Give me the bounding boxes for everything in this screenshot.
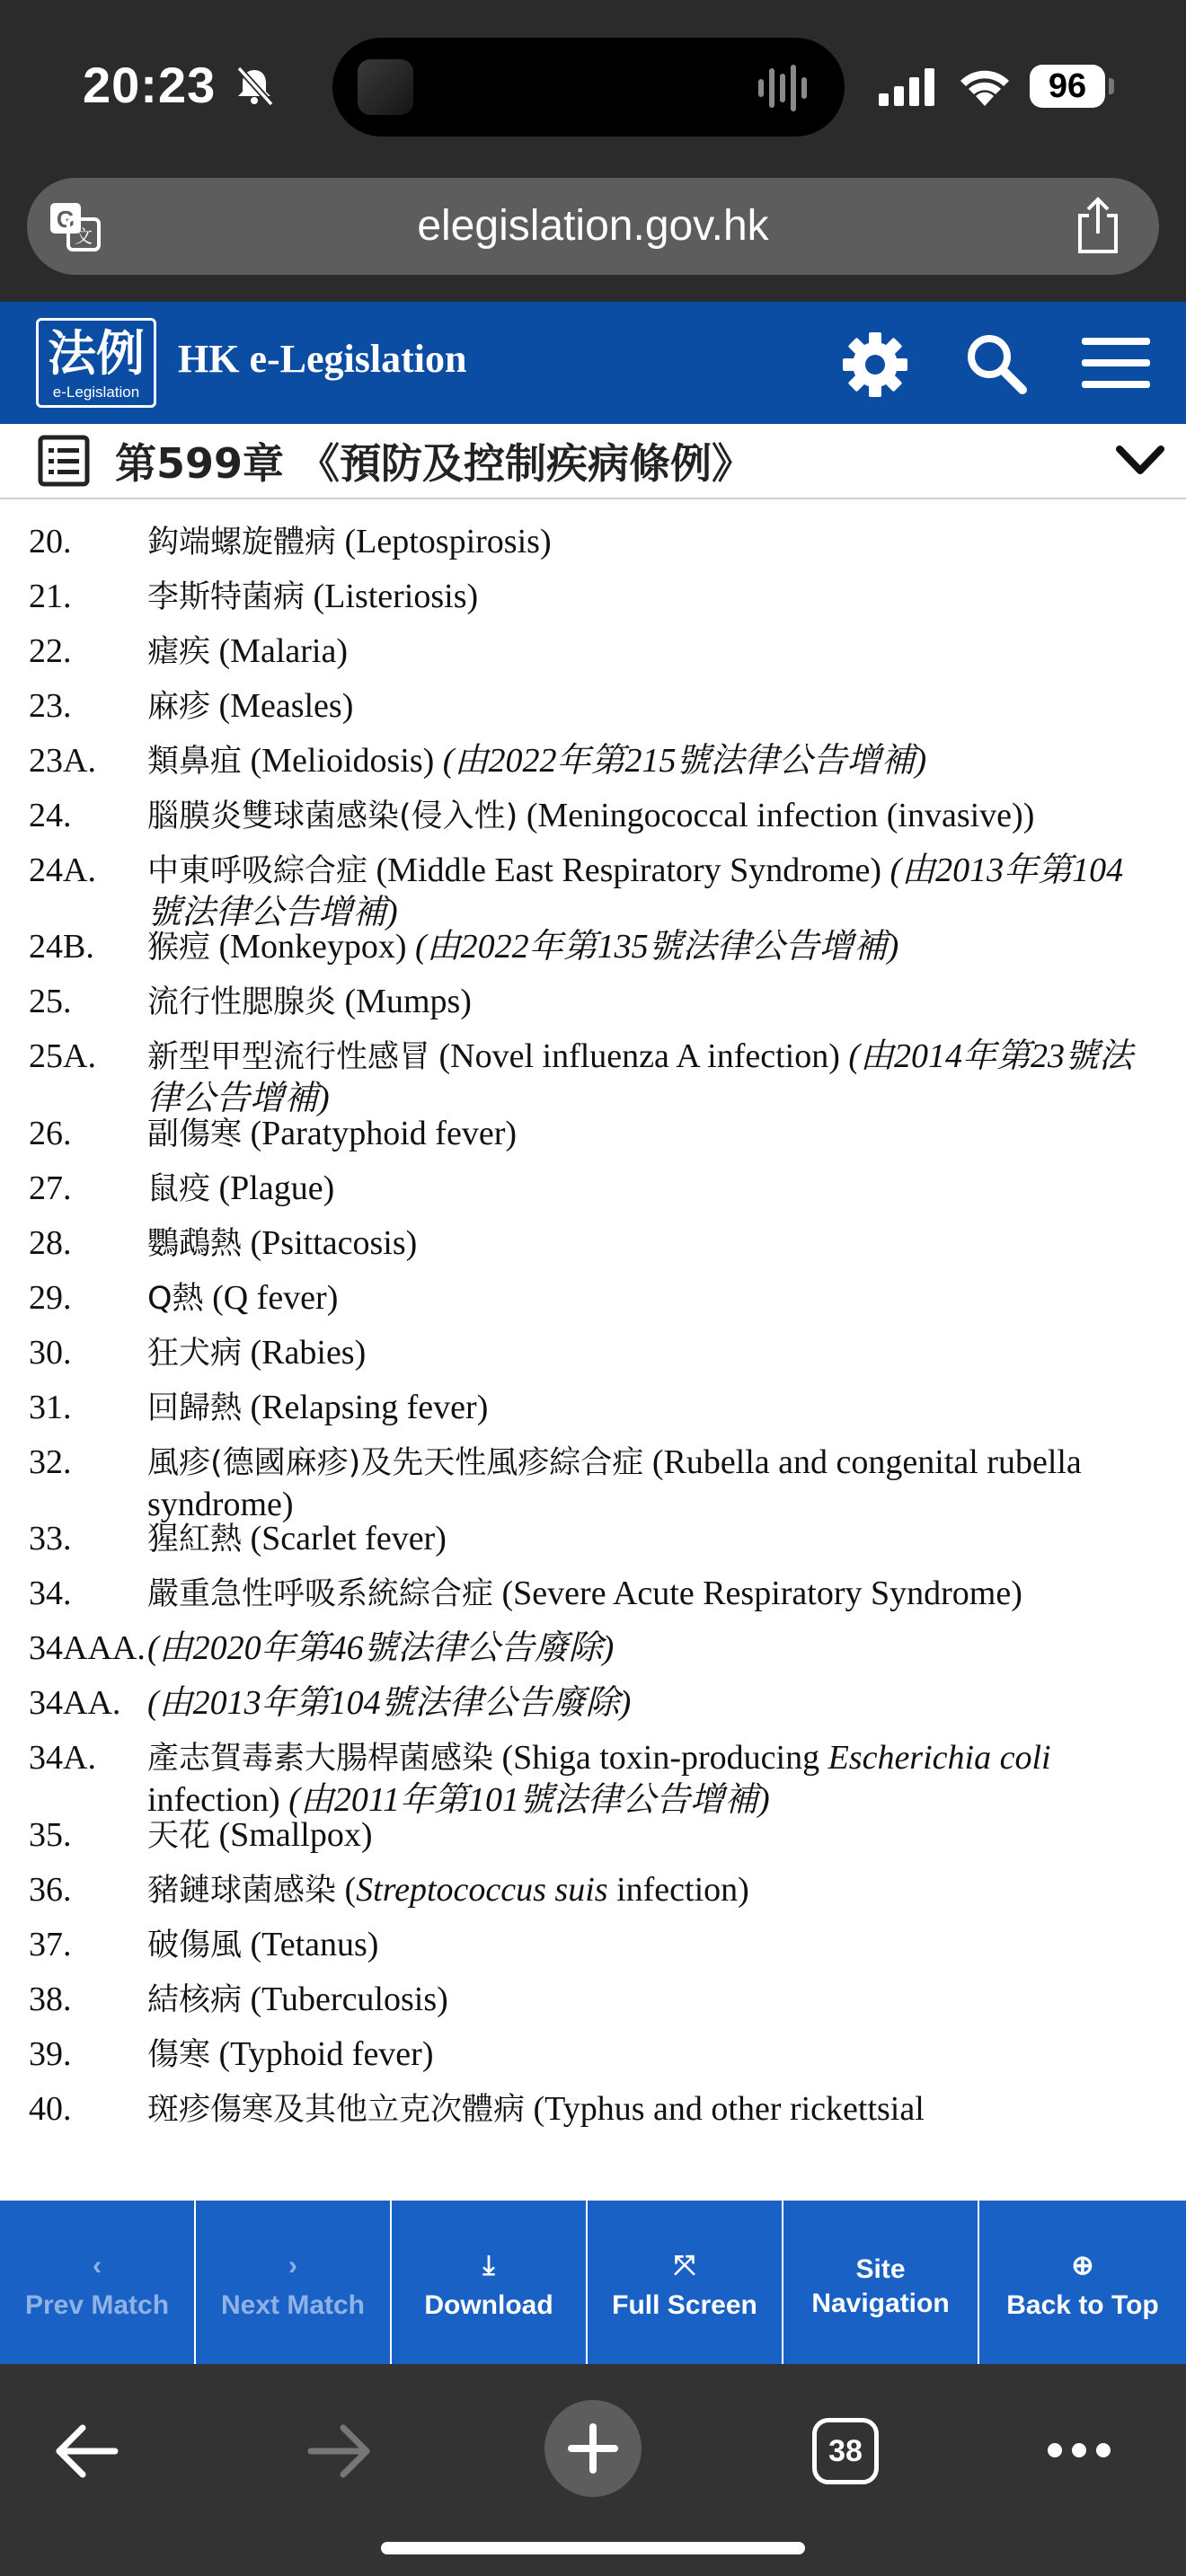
entry-text: [147, 1332, 1137, 1374]
entry-text: [147, 1387, 1137, 1429]
tabs-button[interactable]: 38: [812, 2418, 879, 2484]
entry-english-name: (Rabies): [242, 1334, 367, 1372]
entry-text: [147, 1113, 1137, 1155]
entry-number: 23.: [29, 687, 72, 725]
entry-chinese-name: 天花: [147, 1818, 211, 1854]
legislation-content: [0, 499, 1186, 2201]
battery-level: 96: [1030, 65, 1105, 108]
entry-text: [147, 981, 1137, 1023]
entry-chinese-name: 傷寒: [147, 2037, 211, 2073]
entry-text: [147, 1628, 1137, 1669]
entry-number: 30.: [29, 1334, 72, 1372]
entry-english-name: (Typhus and other rickettsial: [525, 2090, 925, 2128]
entry-number: 35.: [29, 1816, 72, 1854]
plus-icon: [544, 2400, 642, 2497]
entry-english-name: (Smallpox): [210, 1816, 373, 1854]
entry-text: [147, 1924, 1137, 1966]
entry-species-name: Streptococcus suis: [356, 1871, 608, 1909]
site-navigation-line2: Navigation: [811, 2289, 950, 2318]
search-icon[interactable]: [963, 331, 1028, 395]
entry-english-name: (Paratyphoid fever): [242, 1115, 518, 1152]
entry-chinese-name: 豬鏈球菌感染: [147, 1873, 337, 1909]
entry-english-name: (Melioidosis): [242, 742, 443, 780]
entry-english-name: (Q fever): [203, 1279, 339, 1317]
entry-text: [147, 1222, 1137, 1265]
entry-english-name: (Leptospirosis): [336, 523, 552, 560]
home-indicator: [381, 2542, 805, 2554]
entry-number: 34.: [29, 1575, 72, 1612]
entry-english-name: (: [336, 1871, 357, 1909]
entry-chinese-name: 猴痘: [147, 930, 211, 966]
bell-mute-icon: [232, 66, 277, 106]
entry-text: [147, 1442, 1137, 1525]
entry-number: 34A.: [29, 1739, 96, 1777]
svg-text:G: G: [56, 206, 75, 233]
entry-number: 32.: [29, 1443, 72, 1481]
entry-english-name: (Typhoid fever): [210, 2035, 434, 2073]
entry-number: 38.: [29, 1981, 72, 2018]
download-button[interactable]: [392, 2201, 588, 2364]
site-navigation-line1: Site: [855, 2254, 906, 2284]
more-options-icon[interactable]: [1046, 2439, 1112, 2461]
entry-amendment-note: (由2022年第215號法律公告增補): [442, 742, 927, 780]
battery-nub: [1109, 78, 1114, 94]
entry-number: 24.: [29, 797, 72, 834]
entry-number: 29.: [29, 1279, 72, 1317]
entry-amendment-note: (由2013年第104號法律公告廢除): [147, 1684, 632, 1722]
entry-chinese-name: Q熱: [147, 1281, 204, 1317]
back-arrow-icon[interactable]: [50, 2420, 122, 2483]
download-icon: ⤓: [482, 2251, 495, 2280]
entry-text: [147, 1737, 1137, 1821]
site-logo[interactable]: [36, 318, 156, 408]
entry-english-name: (Meningococcal infection (invasive)): [518, 797, 1035, 834]
entry-english-name: (Rubella and congenital rubella syndrome): [147, 1443, 1082, 1523]
entry-chinese-name: 麻疹: [147, 689, 211, 725]
entry-english-name: (Novel influenza A infection): [430, 1037, 849, 1075]
entry-text: [147, 1573, 1137, 1615]
entry-amendment-note: (由2022年第135號法律公告增補): [414, 928, 899, 966]
chevron-right-icon: ›: [288, 2251, 297, 2280]
url-text[interactable]: elegislation.gov.hk: [417, 202, 769, 250]
entry-text: [147, 1168, 1137, 1210]
entry-chinese-name: 鼠疫: [147, 1171, 211, 1207]
now-playing-thumbnail: [358, 59, 413, 115]
entry-text: [147, 1869, 1137, 1911]
entry-chinese-name: 猩紅熱: [147, 1522, 243, 1557]
entry-chinese-name: 類鼻疽: [147, 744, 243, 780]
logo-subtext: e-Legislation: [52, 384, 140, 401]
forward-arrow-icon[interactable]: [304, 2420, 376, 2483]
entry-english-name: (Relapsing fever): [242, 1389, 489, 1426]
battery-icon: [1030, 65, 1114, 108]
entry-chinese-name: 結核病: [147, 1982, 243, 2018]
back-to-top-button[interactable]: [979, 2201, 1186, 2364]
entry-chinese-name: 狂犬病: [147, 1336, 243, 1372]
entry-english-name: (Tuberculosis): [242, 1981, 448, 2018]
arrow-up-circle-icon: ⊕: [1071, 2251, 1094, 2280]
next-match-button[interactable]: [196, 2201, 392, 2364]
entry-english-name: (Severe Acute Respiratory Syndrome): [493, 1575, 1022, 1612]
entry-amendment-note: (由2014年第23號法律公告增補): [147, 1037, 1134, 1117]
entry-text: [147, 1518, 1137, 1560]
entry-english-name: (Malaria): [210, 632, 348, 670]
entry-text: [147, 1814, 1137, 1857]
entry-chinese-name: 嚴重急性呼吸系統綜合症: [147, 1576, 494, 1612]
entry-chinese-name: 破傷風: [147, 1928, 243, 1963]
wifi-icon: [958, 65, 1012, 106]
address-bar[interactable]: [27, 178, 1159, 275]
entry-number: 31.: [29, 1389, 72, 1426]
back-to-top-label: Back to Top: [1006, 2290, 1159, 2320]
entry-text: [147, 631, 1137, 673]
next-match-label: Next Match: [220, 2290, 366, 2320]
entry-chinese-name: 產志賀毒素大腸桿菌感染: [147, 1741, 494, 1777]
chevron-down-icon[interactable]: [1114, 438, 1166, 481]
entry-text: [147, 2088, 1137, 2130]
entry-chinese-name: 腦膜炎雙球菌感染(侵入性): [147, 798, 518, 834]
chevron-left-icon: ‹: [93, 2251, 102, 2280]
entry-text: [147, 795, 1137, 837]
site-navigation-label: [783, 2253, 978, 2321]
entry-species-name: Escherichia coli: [828, 1739, 1051, 1777]
new-tab-button[interactable]: [544, 2400, 642, 2497]
entry-number: 34AA.: [29, 1684, 121, 1722]
entry-number: 25.: [29, 983, 72, 1020]
entry-number: 36.: [29, 1871, 72, 1909]
entry-text: [147, 576, 1137, 618]
entry-english-name: (Monkeypox): [210, 928, 415, 966]
entry-text: [147, 2033, 1137, 2076]
entry-number: 26.: [29, 1115, 72, 1152]
site-navigation-button[interactable]: [783, 2201, 979, 2364]
entry-english-name-cont: infection): [147, 1781, 289, 1819]
table-of-contents-icon[interactable]: [38, 435, 90, 487]
entry-chinese-name: 鸚鵡熱: [147, 1226, 243, 1262]
entry-number: 28.: [29, 1224, 72, 1262]
chapter-title[interactable]: 第599章 《預防及控制疾病條例》: [115, 439, 754, 488]
entry-text: [147, 1682, 1137, 1724]
site-header: [0, 302, 1186, 424]
entry-chinese-name: 斑疹傷寒及其他立克次體病: [147, 2092, 526, 2128]
entry-chinese-name: 瘧疾: [147, 634, 211, 670]
entry-english-name: (Plague): [210, 1169, 335, 1207]
logo-text: 法例: [48, 324, 145, 382]
entry-amendment-note: (由2011年第101號法律公告增補): [288, 1781, 770, 1819]
prev-match-label: Prev Match: [24, 2290, 170, 2320]
entry-chinese-name: 新型甲型流行性感冒: [147, 1039, 431, 1075]
entry-chinese-name: 副傷寒: [147, 1116, 243, 1152]
status-time: 20:23: [83, 57, 217, 113]
entry-english-name: (Measles): [210, 687, 354, 725]
entry-english-name: (Middle East Respiratory Syndrome): [367, 851, 890, 889]
entry-chinese-name: 鈎端螺旋體病: [147, 525, 337, 560]
svg-text:文: 文: [75, 225, 93, 247]
entry-amendment-note: (由2013年第104號法律公告增補): [147, 851, 1124, 931]
site-title[interactable]: HK e-Legislation: [178, 337, 467, 381]
entry-number: 20.: [29, 523, 72, 560]
entry-text: [147, 850, 1137, 933]
hamburger-menu-icon[interactable]: [1082, 334, 1150, 392]
entry-number: 40.: [29, 2090, 72, 2128]
bottom-toolbar: [0, 2201, 1186, 2364]
entry-number: 21.: [29, 578, 72, 615]
entry-chinese-name: 李斯特菌病: [147, 579, 305, 615]
entry-number: 34AAA.: [29, 1629, 146, 1667]
entry-number: 23A.: [29, 742, 96, 780]
entry-english-name: (Psittacosis): [242, 1224, 418, 1262]
full-screen-button[interactable]: [588, 2201, 783, 2364]
entry-text: [147, 1277, 1137, 1319]
gear-icon[interactable]: [841, 331, 909, 399]
expand-icon: ⤧: [674, 2251, 695, 2280]
entry-text: [147, 685, 1137, 728]
entry-number: 39.: [29, 2035, 72, 2073]
entry-text: [147, 1036, 1137, 1119]
entry-number: 25A.: [29, 1037, 96, 1075]
entry-number: 27.: [29, 1169, 72, 1207]
share-icon[interactable]: [1073, 196, 1123, 255]
entry-number: 37.: [29, 1926, 72, 1963]
entry-number: 22.: [29, 632, 72, 670]
entry-english-name-cont: infection): [607, 1871, 749, 1909]
chapter-bar[interactable]: [0, 424, 1186, 499]
entry-chinese-name: 風疹(德國麻疹)及先天性風疹綜合症: [147, 1445, 644, 1481]
cellular-signal-icon: [879, 68, 936, 106]
prev-match-button[interactable]: [0, 2201, 196, 2364]
entry-chinese-name: 中東呼吸綜合症: [147, 853, 368, 889]
entry-chinese-name: 流行性腮腺炎: [147, 984, 337, 1020]
full-screen-label: Full Screen: [612, 2290, 757, 2320]
entry-english-name: (Listeriosis): [305, 578, 479, 615]
entry-text: [147, 926, 1137, 968]
status-bar: [0, 0, 1186, 171]
entry-text: [147, 740, 1137, 782]
entry-english-name: (Tetanus): [242, 1926, 379, 1963]
entry-english-name: (Shiga toxin-producing: [493, 1739, 828, 1777]
entry-text: [147, 521, 1137, 563]
dynamic-island: [332, 38, 845, 137]
entry-text: [147, 1979, 1137, 2021]
audio-waveform-icon: [757, 63, 814, 113]
entry-chinese-name: 回歸熱: [147, 1390, 243, 1426]
entry-english-name: (Mumps): [336, 983, 472, 1020]
entry-amendment-note: (由2020年第46號法律公告廢除): [147, 1629, 615, 1667]
entry-english-name: (Scarlet fever): [242, 1520, 447, 1557]
download-label: Download: [424, 2290, 553, 2320]
entry-number: 24B.: [29, 928, 94, 966]
entry-number: 24A.: [29, 851, 96, 889]
entry-number: 33.: [29, 1520, 72, 1557]
